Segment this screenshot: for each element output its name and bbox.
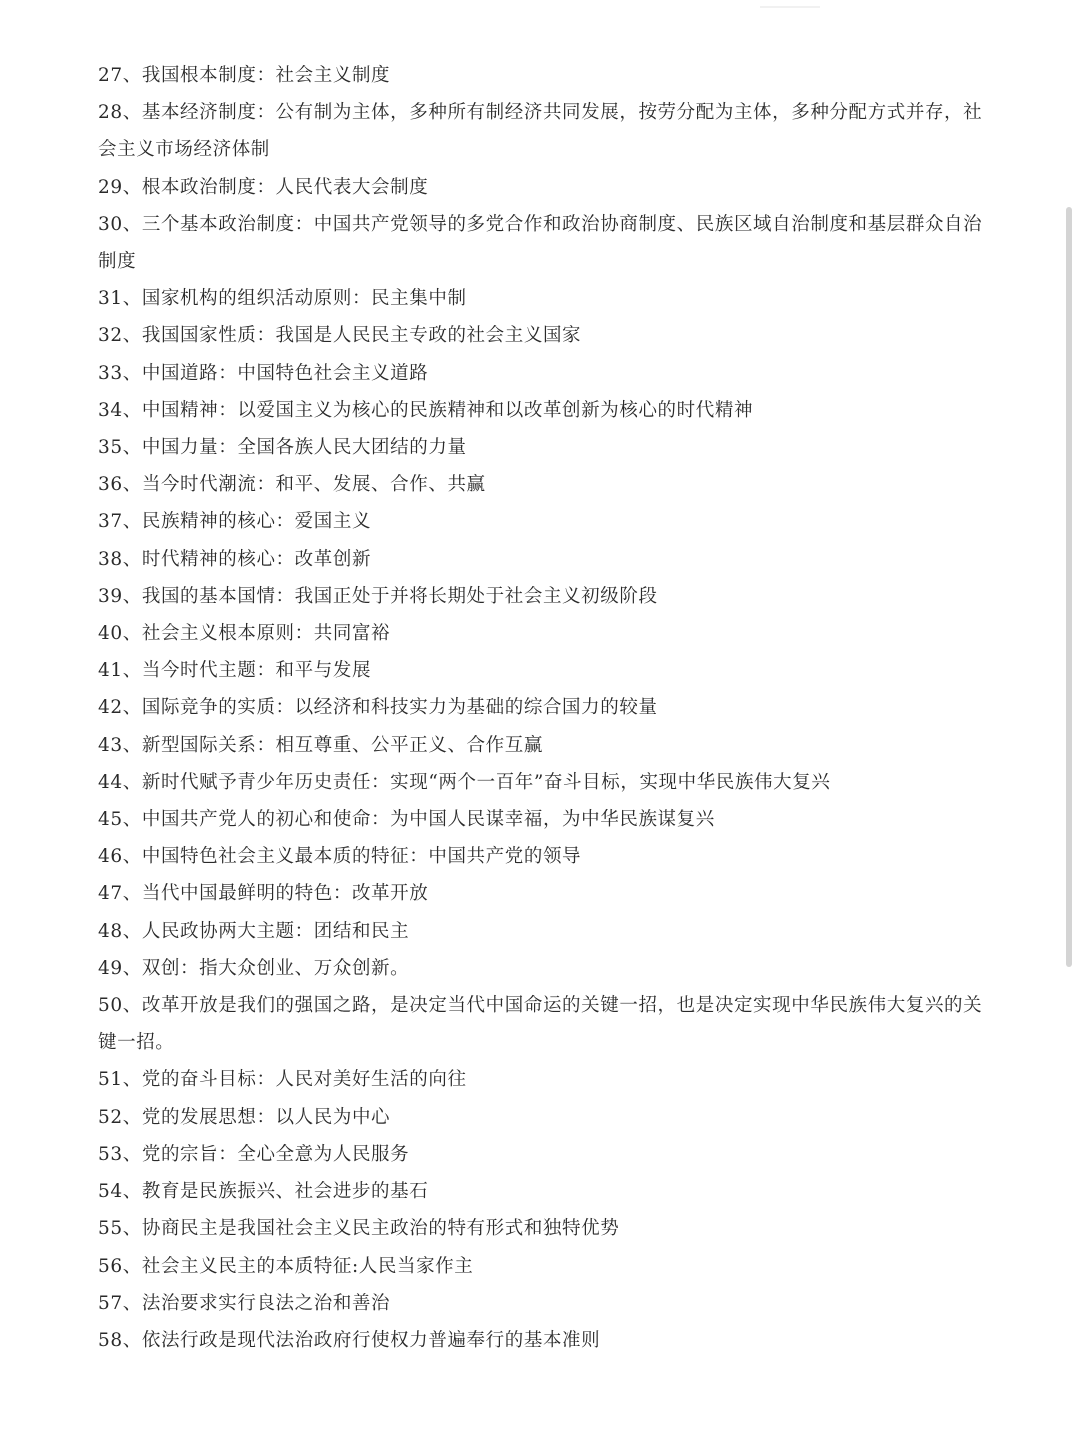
list-item: 34、中国精神：以爱国主义为核心的民族精神和以改革创新为核心的时代精神 <box>98 399 754 421</box>
list-item: 56、社会主义民主的本质特征:人民当家作主 <box>98 1255 474 1277</box>
list-item: 52、党的发展思想：以人民为中心 <box>98 1106 391 1128</box>
list-item: 27、我国根本制度：社会主义制度 <box>98 65 391 86</box>
list-item: 40、社会主义根本原则：共同富裕 <box>98 623 391 645</box>
list-item: 53、党的宗旨：全心全意为人民服务 <box>98 1143 410 1165</box>
list-item: 45、中国共产党人的初心和使命：为中国人民谋幸福，为中华民族谋复兴 <box>98 809 715 831</box>
list-item: 51、党的奋斗目标：人民对美好生活的向往 <box>98 1069 467 1091</box>
list-item: 54、教育是民族振兴、社会进步的基石 <box>98 1181 429 1203</box>
list-item: 58、依法行政是现代法治政府行使权力普遍奉行的基本准则 <box>98 1329 601 1351</box>
list-item: 48、人民政协两大主题：团结和民主 <box>98 920 410 942</box>
document-body <box>98 57 988 1359</box>
list-item: 39、我国的基本国情：我国正处于并将长期处于社会主义初级阶段 <box>98 585 658 607</box>
list-item: 31、国家机构的组织活动原则：民主集中制 <box>98 288 467 310</box>
list-item: 47、当代中国最鲜明的特色：改革开放 <box>98 883 429 905</box>
vertical-scrollbar[interactable] <box>1066 207 1072 967</box>
list-item: 28、基本经济制度：公有制为主体，多种所有制经济共同发展，按劳分配为主体，多种分配方式并存，社会主义市场经济体制 <box>98 102 983 161</box>
list-item: 49、双创：指大众创业、万众创新。 <box>98 957 410 979</box>
list-item: 55、协商民主是我国社会主义民主政治的特有形式和独特优势 <box>98 1218 620 1240</box>
list-item: 57、法治要求实行良法之治和善治 <box>98 1292 391 1314</box>
top-divider <box>760 6 820 8</box>
list-item: 33、中国道路：中国特色社会主义道路 <box>98 362 429 384</box>
list-item: 29、根本政治制度：人民代表大会制度 <box>98 176 429 198</box>
list-item: 42、国际竞争的实质：以经济和科技实力为基础的综合国力的较量 <box>98 697 658 719</box>
list-item: 41、当今时代主题：和平与发展 <box>98 660 372 682</box>
list-item: 35、中国力量：全国各族人民大团结的力量 <box>98 437 467 459</box>
list-item: 43、新型国际关系：相互尊重、公平正义、合作互赢 <box>98 734 543 756</box>
list-item: 37、民族精神的核心：爱国主义 <box>98 511 372 533</box>
list-item: 30、三个基本政治制度：中国共产党领导的多党合作和政治协商制度、民族区域自治制度和基层群众自治制度 <box>98 213 983 273</box>
list-item: 32、我国国家性质：我国是人民民主专政的社会主义国家 <box>98 325 582 347</box>
list-item: 44、新时代赋予青少年历史责任：实现“两个一百年”奋斗目标，实现中华民族伟大复兴 <box>98 771 831 793</box>
list-item: 36、当今时代潮流：和平、发展、合作、共赢 <box>98 474 486 496</box>
list-item: 46、中国特色社会主义最本质的特征：中国共产党的领导 <box>98 846 582 868</box>
list-item: 38、时代精神的核心：改革创新 <box>98 548 372 570</box>
list-item: 50、改革开放是我们的强国之路，是决定当代中国命运的关键一招，也是决定实现中华民族伟大复兴的关键一招。 <box>98 995 983 1054</box>
